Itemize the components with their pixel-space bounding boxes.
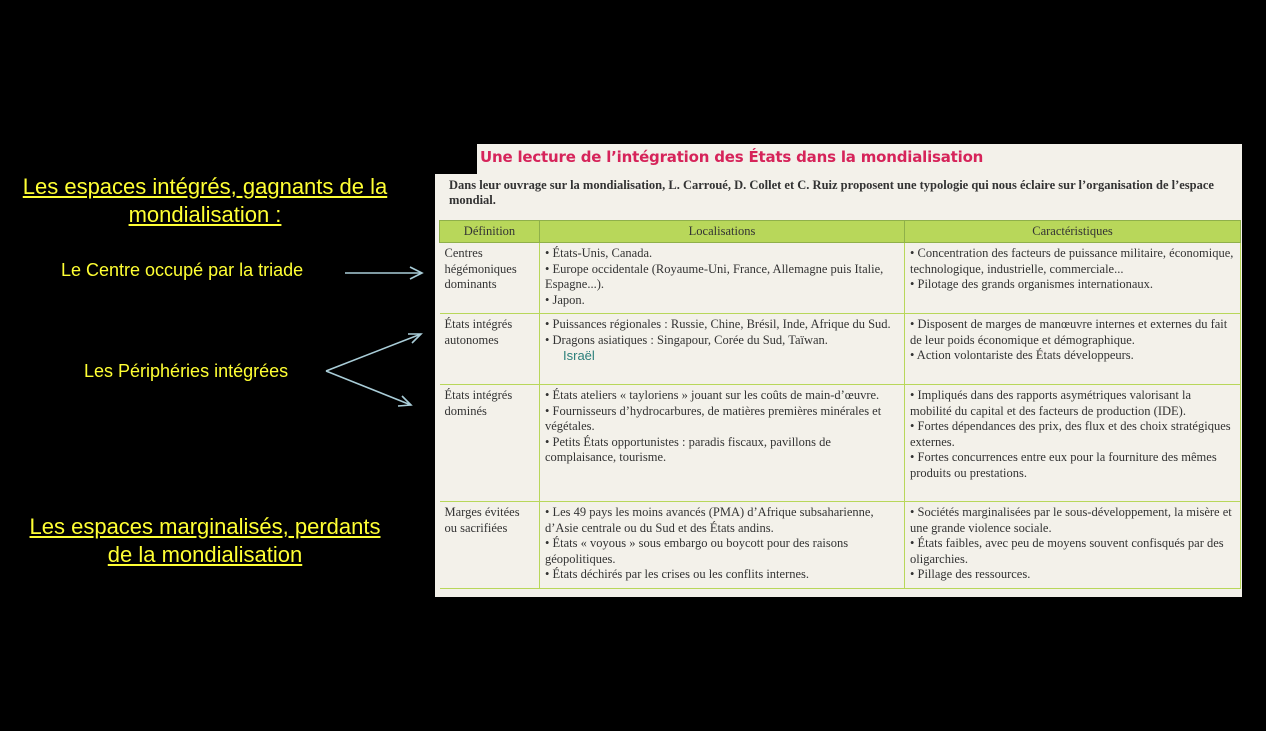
cell-definition: Centres hégémoniques dominants — [440, 243, 540, 314]
heading-marginalized-spaces: Les espaces marginalisés, perdants de la mondialisation — [29, 514, 381, 567]
list-item: • Dragons asiatiques : Singapour, Corée du Sud, Taïwan. — [545, 332, 828, 347]
list-item: • Action volontariste des États développeurs. — [910, 348, 1134, 363]
list-item: • Puissances régionales : Russie, Chine, Brésil, Inde, Afrique du Sud. — [545, 317, 891, 331]
arrow-peripherie-up-head — [408, 334, 421, 343]
cell-caracteristiques — [905, 502, 1241, 589]
scan-corner-mask — [435, 144, 477, 174]
arrow-peripherie-down — [326, 371, 411, 405]
list-item: • Europe occidentale (Royaume-Uni, France, Allemagne puis Italie, Espagne...). — [545, 261, 884, 292]
header-caracteristiques: Caractéristiques — [905, 221, 1241, 243]
list-item: • États « voyous » sous embargo ou boycott pour des raisons géopolitiques. — [545, 536, 849, 566]
list-item: • Petits États opportunistes : paradis fiscaux, pavillons de complaisance, tourisme. — [545, 434, 831, 465]
arrow-centre-head — [410, 267, 422, 279]
handwritten-annotation-israel: Israël — [563, 348, 595, 364]
scan-intro: Dans leur ouvrage sur la mondialisation, L. Carroué, D. Collet et C. Ruiz proposent une typologie qui nous éclaire sur l’organisation de l’espace mondial. — [449, 178, 1214, 207]
cell-definition: États intégrés dominés — [440, 385, 540, 502]
table-row — [440, 314, 1241, 385]
cell-localisations — [540, 385, 905, 502]
list-item: • États-Unis, Canada. — [545, 246, 653, 260]
arrow-peripherie-up — [326, 334, 421, 371]
list-item: • Japon. — [545, 292, 585, 307]
list-item: • Concentration des facteurs de puissance militaire, économique, technologique, industrielle, commerciale... — [910, 246, 1234, 276]
cell-caracteristiques — [905, 243, 1241, 314]
cell-localisations — [540, 314, 905, 385]
label-peripheries-integrees: Les Périphéries intégrées — [84, 361, 289, 381]
list-item: • Fournisseurs d’hydrocarbures, de matières premières minérales et végétales. — [545, 403, 882, 434]
list-item: • Pillage des ressources. — [910, 567, 1031, 582]
typology-table — [439, 220, 1241, 589]
list-item: • Sociétés marginalisées par le sous-développement, la misère et une grande violence sociale. — [910, 505, 1232, 535]
header-definition: Définition — [440, 221, 540, 243]
list-item: • États déchirés par les crises ou les conflits internes. — [545, 567, 810, 582]
table-row — [440, 502, 1241, 589]
list-item: • Fortes dépendances des prix, des flux et des choix stratégiques externes. — [910, 419, 1231, 449]
list-item: • États ateliers « tayloriens » jouant sur les coûts de main-d’œuvre. — [545, 388, 880, 402]
heading-integrated-spaces: Les espaces intégrés, gagnants de la mondialisation : — [22, 174, 388, 227]
scan-title: Une lecture de l’intégration des États dans la mondialisation — [480, 148, 984, 166]
list-item: • États faibles, avec peu de moyens souvent confisqués par des oligarchies. — [910, 536, 1224, 566]
cell-localisations — [540, 502, 905, 589]
cell-caracteristiques — [905, 314, 1241, 385]
textbook-scan — [435, 144, 1242, 597]
cell-definition: États intégrés autonomes — [440, 314, 540, 385]
list-item: • Disposent de marges de manœuvre internes et externes du fait de leur poids économique et démographique. — [910, 317, 1228, 347]
table-header-row — [440, 221, 1241, 243]
list-item: • Les 49 pays les moins avancés (PMA) d’Afrique subsaharienne, d’Asie centrale ou du Sud et des États andins. — [545, 505, 874, 535]
cell-caracteristiques — [905, 385, 1241, 502]
header-localisations: Localisations — [540, 221, 905, 243]
cell-localisations — [540, 243, 905, 314]
list-item: • Pilotage des grands organismes internationaux. — [910, 277, 1153, 292]
table-row — [440, 243, 1241, 314]
table-row — [440, 385, 1241, 502]
list-item: • Impliqués dans des rapports asymétriques valorisant la mobilité du capital et des facteurs de production (IDE). — [910, 388, 1192, 418]
list-item: • Fortes concurrences entre eux pour la fourniture des mêmes produits ou prestations. — [910, 450, 1217, 480]
cell-definition: Marges évitées ou sacrifiées — [440, 502, 540, 589]
label-centre-triade: Le Centre occupé par la triade — [61, 260, 304, 280]
arrow-peripherie-down-head — [398, 396, 411, 406]
